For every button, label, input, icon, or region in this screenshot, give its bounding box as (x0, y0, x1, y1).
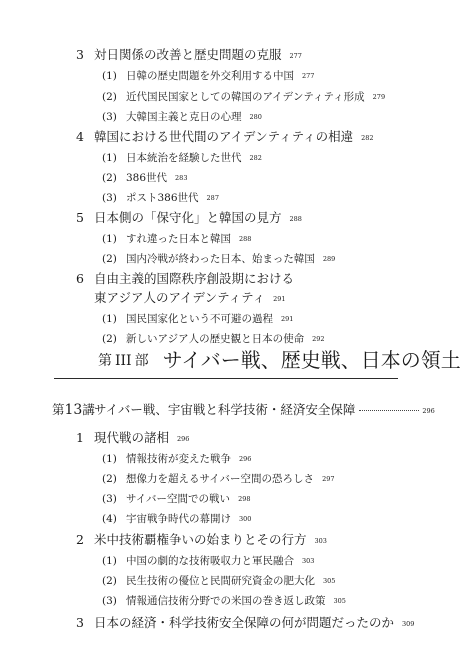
toc-subsection[interactable]: (1) 情報技術が変えた戦争 296 (102, 453, 252, 465)
toc-section-3[interactable]: 3 日本の経済・科学技術安全保障の何が問題だったのか 309 (76, 615, 415, 630)
toc-section-3[interactable]: 3 対日関係の改善と歴史問題の克服 277 (76, 47, 302, 62)
toc-section-4[interactable]: 4 韓国における世代間のアイデンティティの相違 282 (76, 129, 374, 144)
page-number: 280 (249, 113, 262, 121)
toc-subsection[interactable]: (1) すれ違った日本と韓国 288 (102, 233, 252, 245)
toc-subsection[interactable]: (1) 国民国家化という不可避の過程 291 (102, 313, 294, 325)
page-number: 303 (302, 557, 315, 565)
page-number: 300 (239, 515, 252, 523)
chapter-title: サイバー戦、宇宙戦と科学技術・経済安全保障 (94, 402, 356, 417)
toc-subsection[interactable]: (2) 国内冷戦が終わった日本、始まった韓国 289 (102, 253, 336, 265)
page-number: 296 (422, 407, 435, 415)
page-number: 279 (372, 93, 386, 101)
part-heading: 第 III 部 サイバー戦、歴史戦、日本の領土 (98, 348, 461, 372)
page-number: 282 (249, 154, 262, 162)
toc-subsection[interactable]: (1) 日韓の歴史問題を外交利用する中国 277 (102, 70, 315, 82)
toc-section-6[interactable]: 6 自由主義的国際秩序創設期における (76, 271, 295, 286)
toc-subsection[interactable]: (3) 情報通信技術分野での米国の巻き返し政策 305 (102, 595, 346, 607)
page-number: 283 (175, 174, 188, 182)
toc-subsection[interactable]: (2) 民生技術の優位と民間研究資金の肥大化 305 (102, 575, 336, 587)
page-number: 277 (289, 52, 302, 60)
toc-section-5[interactable]: 5 日本側の「保守化」と韓国の見方 288 (76, 210, 302, 225)
page-number: 277 (302, 72, 315, 80)
page-number: 297 (322, 475, 335, 483)
toc-subsection[interactable]: (2) 386世代 283 (102, 172, 188, 184)
toc-section-6-cont[interactable]: 東アジア人のアイデンティティ 291 (94, 290, 286, 305)
page-number: 303 (314, 537, 327, 545)
page-number: 292 (312, 335, 325, 343)
page-number: 305 (333, 597, 346, 605)
page-number: 296 (239, 455, 252, 463)
page-number: 291 (273, 295, 286, 303)
page-number: 291 (281, 315, 294, 323)
dot-leader (359, 410, 419, 411)
toc-subsection[interactable]: (2) 新しいアジア人の歴史観と日本の使命 292 (102, 333, 325, 345)
chapter-heading[interactable] (52, 403, 435, 417)
page-number: 305 (323, 577, 336, 585)
page-number: 288 (239, 235, 252, 243)
page-number: 298 (238, 495, 251, 503)
toc-subsection[interactable]: (3) サイバー空間での戦い 298 (102, 493, 251, 505)
page-number: 289 (322, 255, 336, 263)
toc-section-2[interactable]: 2 米中技術覇権争いの始まりとその行方 303 (76, 532, 327, 547)
toc-subsection[interactable]: (4) 宇宙戦争時代の幕開け 300 (102, 513, 252, 525)
part-number: III (115, 353, 132, 369)
page-number: 309 (402, 620, 415, 628)
toc-subsection[interactable]: (1) 日本統治を経験した世代 282 (102, 152, 262, 164)
chapter-number: 第13講 (52, 402, 95, 418)
toc-subsection[interactable]: (1) 中国の劇的な技術吸収力と軍民融合 303 (102, 555, 315, 567)
toc-subsection[interactable]: (2) 近代国民国家としての韓国のアイデンティティ形成 279 (102, 91, 386, 103)
page-number: 287 (206, 194, 219, 202)
page-number: 288 (289, 215, 302, 223)
toc-subsection[interactable]: (2) 想像力を超えるサイバー空間の恐ろしさ 297 (102, 473, 335, 485)
part-divider (54, 378, 398, 379)
toc-section-1[interactable]: 1 現代戦の諸相 296 (76, 430, 190, 445)
page-number: 296 (177, 435, 190, 443)
part-title: サイバー戦、歴史戦、日本の領土 (162, 348, 461, 372)
page-number: 282 (361, 134, 374, 142)
toc-subsection[interactable]: (3) 大韓国主義と克日の心理 280 (102, 111, 262, 123)
toc-subsection[interactable]: (3) ポスト386世代 287 (102, 192, 219, 204)
